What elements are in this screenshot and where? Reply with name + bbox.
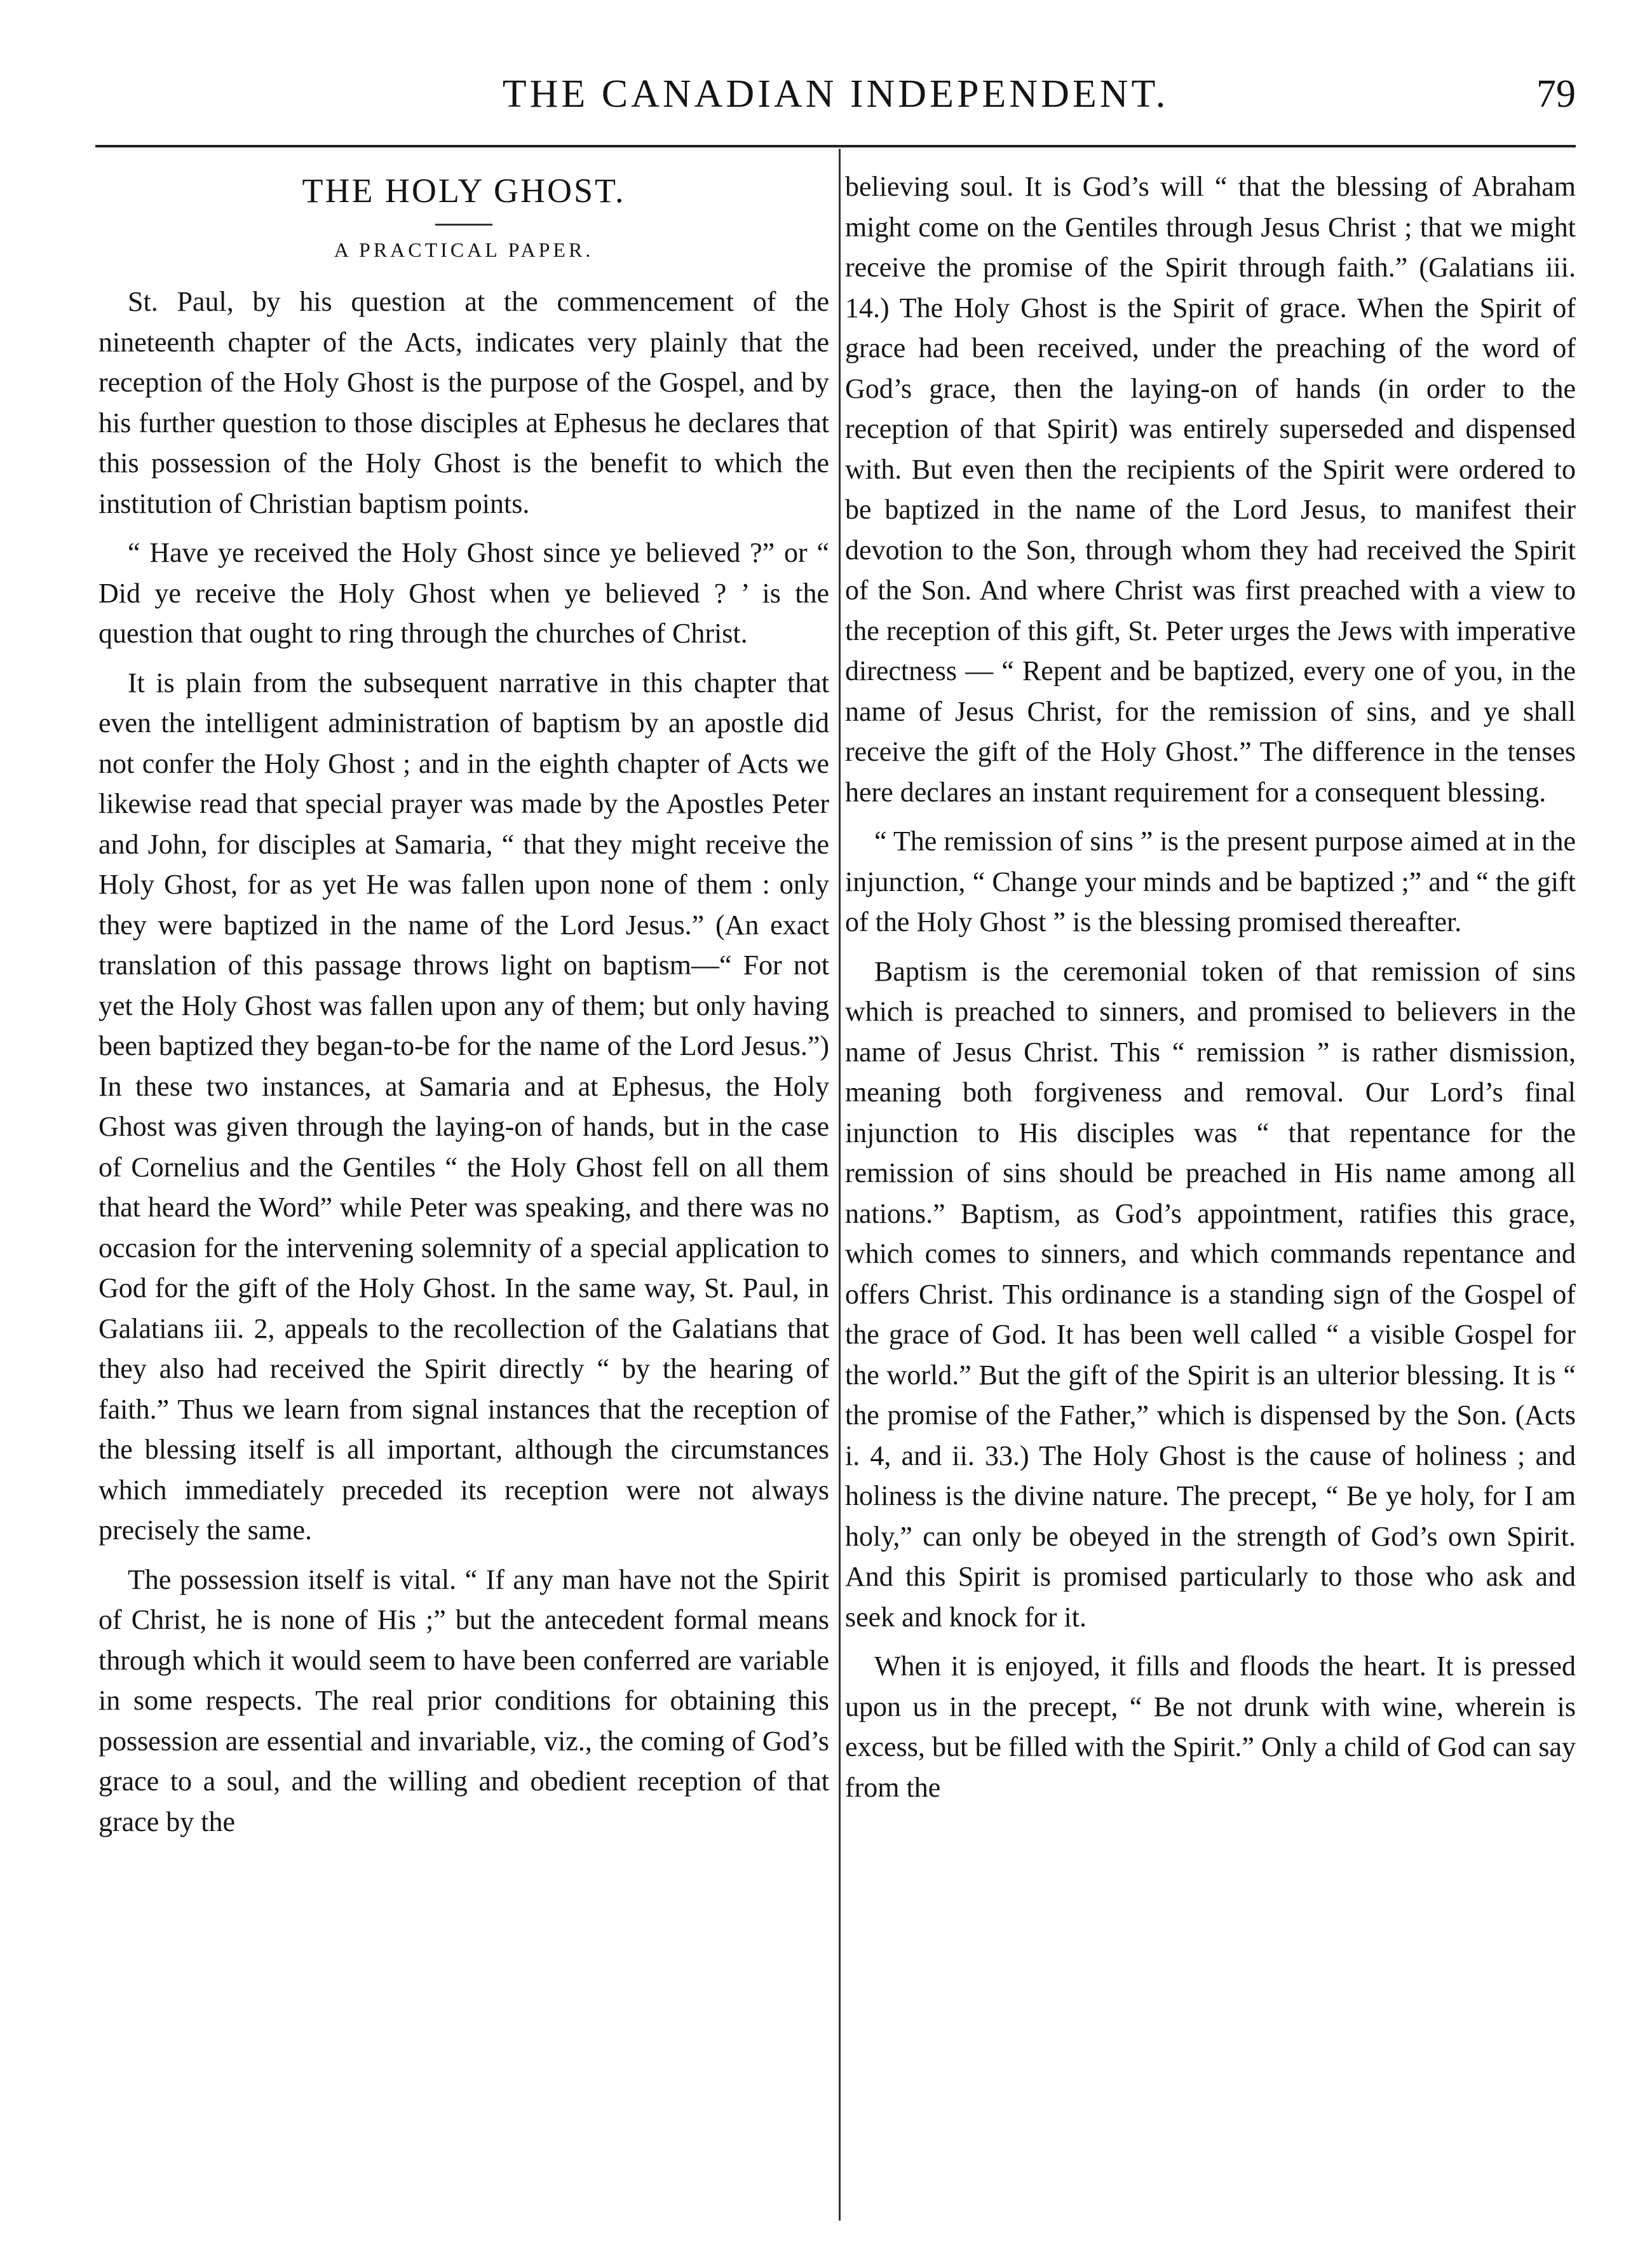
page-number: 79 — [1536, 72, 1576, 116]
right-column — [845, 167, 1576, 1816]
paragraph: St. Paul, by his question at the commencement of the nineteenth chapter of the Acts, indicates very plainly that the reception of the Holy Ghost is the purpose of the Gospel, and by his further question to those disciples at Ephesus he declares that this possession of the Holy Ghost is the benefit to which the institution of Christian baptism points. — [98, 286, 829, 519]
paragraph-continued: believing soul. It is God’s will “ that the blessing of Abraham might come on the Gentiles through Jesus Christ ; that we might receive the promise of the Spirit through faith.” (Galatians iii. 14.) The Holy Ghost is the Spirit of grace. When the Spirit of grace had been received, under the preaching of the word of God’s grace, then the laying-on of hands (in order to the reception of that Spirit) was entirely superseded and dispensed with. But even then the recipients of the Spirit were ordered to be baptized in the name of the Lord Jesus, to manifest their devotion to the Son, through whom they had received the Spirit of the Son. And where Christ was first preached with a view to the reception of this gift, St. Peter urges the Jews with imperative directness — “ Repent and be baptized, every one of you, in the name of Jesus Christ, for the remission of sins, and ye shall receive the gift of the Holy Ghost.” The difference in the tenses here declares an instant requirement for a consequent blessing. — [845, 171, 1576, 808]
header-rule — [95, 145, 1576, 147]
paragraph: Baptism is the ceremonial token of that remission of sins which is preached to sinners, and promised to believers in the name of Jesus Christ. This “ remission ” is rather dismission, meaning both forgiveness and removal. Our Lord’s final injunction to His disciples was “ that repentance for the remission of sins should be preached in His name among all nations.” Baptism, as God’s appointment, ratifies this grace, which comes to sinners, and which commands repentance and offers Christ. This ordinance is a standing sign of the Gospel of the grace of God. It has been well called “ a visible Gospel for the world.” But the gift of the Spirit is an ulterior blessing. It is “ the promise of the Father,” which is dispensed by the Son. (Acts i. 4, and ii. 33.) The Holy Ghost is the cause of holiness ; and holiness is the divine nature. The precept, “ Be ye holy, for I am holy,” can only be obeyed in the strength of God’s own Spirit. And this Spirit is promised particularly to those who ask and seek and knock for it. — [845, 955, 1576, 1633]
paragraph: When it is enjoyed, it fills and floods the heart. It is pressed upon us in the precept, “ Be not drunk with wine, wherein is excess, but be filled with the Spirit.” Only a child of God can say from the — [845, 1651, 1576, 1803]
left-column — [98, 167, 829, 1851]
article-title: THE HOLY GHOST. — [302, 172, 626, 210]
paragraph: “ Have ye received the Holy Ghost since ye believed ?” or “ Did ye receive the Holy Ghost when ye believed ? ’ is the question that ought to ring through the churches of Christ. — [98, 537, 829, 649]
paragraph: “ The remission of sins ” is the present purpose aimed at in the injunction, “ Change your minds and be baptized ;” and “ the gift of the Holy Ghost ” is the blessing promised thereafter. — [845, 826, 1576, 937]
article-subtitle: A PRACTICAL PAPER. — [334, 238, 594, 261]
running-title: THE CANADIAN INDEPENDENT. — [502, 72, 1169, 116]
title-rule — [435, 224, 492, 226]
paragraph: It is plain from the subsequent narrative in this chapter that even the intelligent administration of baptism by an apostle did not confer the Holy Ghost ; and in the eighth chapter of Acts we likewise read that special prayer was made by the Apostles Peter and John, for disciples at Samaria, “ that they might receive the Holy Ghost, for as yet He was fallen upon none of them : only they were baptized in the name of the Lord Jesus.” (An exact translation of this passage throws light on baptism—“ For not yet the Holy Ghost was fallen upon any of them; but only having been baptized they began-to-be for the name of the Lord Jesus.”) In these two instances, at Samaria and at Ephesus, the Holy Ghost was given through the laying-on of hands, but in the case of Cornelius and the Gentiles “ the Holy Ghost fell on all them that heard the Word” while Peter was speaking, and there was no occasion for the intervening solemnity of a special application to God for the gift of the Holy Ghost. In the same way, St. Paul, in Galatians iii. 2, appeals to the recollection of the Galatians that they also had received the Spirit directly “ by the hearing of faith.” Thus we learn from signal instances that the reception of the blessing itself is all important, although the circumstances which immediately preceded its reception were not always precisely the same. — [98, 667, 829, 1546]
column-divider — [839, 149, 841, 2221]
running-head — [95, 69, 1576, 119]
paragraph: The possession itself is vital. “ If any man have not the Spirit of Christ, he is none of His ;” but the antecedent formal means through which it would seem to have been conferred are variable in some respects. The real prior conditions for obtaining this possession are essential and invariable, viz., the coming of God’s grace to a soul, and the willing and obedient reception of that grace by the — [98, 1563, 829, 1837]
